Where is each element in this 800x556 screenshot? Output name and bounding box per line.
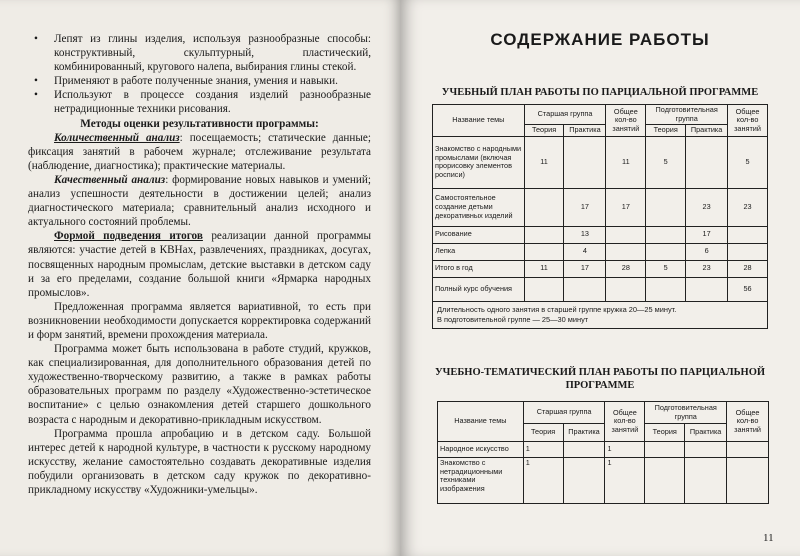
- value-cell: 5: [646, 260, 686, 277]
- quantitative-label: Количественный анализ: [54, 131, 180, 144]
- thematic-table: [437, 401, 769, 504]
- value-cell: [686, 277, 728, 301]
- value-cell: [686, 136, 728, 188]
- results-form-label: Формой подведения итогов: [54, 230, 203, 243]
- list-item: • Применяют в работе полученные знания, умения и навыки.: [28, 74, 371, 88]
- approbation-paragraph: Программа прошла апробацию и в детском саду. Большой интерес детей к народной культуре, в частности к русскому народному искусству, желание самостоятельно создавать декоративные изделия побудили организовать в детском саду кружок по декоративно-прикладному искусству «Художники-умельцы».: [28, 427, 371, 496]
- list-item: • Лепят из глины изделия, используя разнообразные способы: конструктивный, скульптурный, пластический, комбинированный, кругового налепа, выбирания глины стекой.: [28, 32, 371, 74]
- value-cell: [563, 442, 605, 458]
- topic-cell: Лепка: [433, 243, 525, 260]
- value-cell: [727, 458, 769, 504]
- value-cell: [685, 458, 727, 504]
- table-row: [438, 442, 769, 458]
- topic-cell: Полный курс обучения: [433, 277, 525, 301]
- curriculum-table: [432, 104, 768, 329]
- col-header-prep: Подготовительная группа: [645, 402, 727, 424]
- col-header-senior: Старшая группа: [523, 402, 605, 424]
- results-form-paragraph: [28, 229, 371, 299]
- col-header-theory: Теория: [524, 125, 564, 137]
- plan2-caption-line: ПРОГРАММЕ: [565, 380, 635, 391]
- col-header-practice: Практика: [685, 424, 727, 442]
- value-cell: 11: [524, 260, 564, 277]
- plan2-caption: [430, 366, 770, 392]
- col-header-prep: Подготовительная группа: [646, 105, 728, 125]
- value-cell: [728, 226, 768, 243]
- table-row: [433, 243, 768, 260]
- value-cell: [564, 136, 606, 188]
- value-cell: 23: [728, 188, 768, 226]
- page-title: СОДЕРЖАНИЕ РАБОТЫ: [490, 30, 710, 49]
- qualitative-text: : формирование новых навыков и умений; анализ успешности деятельности в достижении целей; анализ диагностического материала; сравнительный анализ исходного и актуального состояний проблемы.: [28, 173, 371, 229]
- value-cell: 1: [605, 442, 645, 458]
- value-cell: [685, 442, 727, 458]
- col-header-topic: Название темы: [433, 105, 525, 137]
- value-cell: 17: [606, 188, 646, 226]
- value-cell: [524, 277, 564, 301]
- value-cell: [606, 243, 646, 260]
- topic-cell: Знакомство с нетрадиционными техниками изображения: [438, 458, 524, 504]
- page-number: 11: [763, 532, 774, 544]
- methods-heading: Методы оценки результативности программы:: [80, 117, 319, 130]
- value-cell: 1: [605, 458, 645, 504]
- value-cell: [524, 243, 564, 260]
- table-row: [433, 226, 768, 243]
- value-cell: [645, 442, 685, 458]
- value-cell: 17: [564, 188, 606, 226]
- col-header-theory: Теория: [646, 125, 686, 137]
- qualitative-label: Качественный анализ: [54, 173, 166, 186]
- col-header-senior: Старшая группа: [524, 105, 606, 125]
- value-cell: [645, 458, 685, 504]
- value-cell: 23: [686, 188, 728, 226]
- col-header-practice: Практика: [563, 424, 605, 442]
- col-header-topic: Название темы: [438, 402, 524, 442]
- table-row: [433, 188, 768, 226]
- usage-paragraph: Программа может быть использована в работе студий, кружков, как специализированная, для дополнительного образования детей по художественно-творческому развитию, а также в рамках работы образовательных программ по разделу «Художественно-эстетическое воспитание» с целью ознакомления детей старшего дошкольного возраста с народным и декоративно-прикладным искусством.: [28, 343, 371, 426]
- value-cell: [646, 243, 686, 260]
- outcomes-list: [28, 32, 371, 117]
- duration-note-line: Длительность одного занятия в старшей группе кружка 20—25 минут.: [437, 304, 677, 314]
- table-row: [433, 136, 768, 188]
- left-page-text: [28, 32, 371, 497]
- value-cell: [728, 243, 768, 260]
- value-cell: 11: [524, 136, 564, 188]
- table-row: [438, 458, 769, 504]
- col-header-total: Общее кол-во занятий: [727, 402, 769, 442]
- value-cell: [606, 226, 646, 243]
- value-cell: 5: [646, 136, 686, 188]
- table-note-row: [433, 301, 768, 328]
- value-cell: 17: [564, 260, 606, 277]
- topic-cell: Итого в год: [433, 260, 525, 277]
- value-cell: 28: [728, 260, 768, 277]
- value-cell: 17: [686, 226, 728, 243]
- table-row: [433, 277, 768, 301]
- value-cell: 11: [606, 136, 646, 188]
- value-cell: [646, 188, 686, 226]
- value-cell: 23: [686, 260, 728, 277]
- value-cell: [563, 458, 605, 504]
- table-row: [433, 260, 768, 277]
- quantitative-text: : посещаемость; статические данные; фиксация занятий в рабочем журнале; отслеживание результата (наблюдение, диагностика); практические материалы.: [28, 131, 371, 172]
- results-form-text: реализации данной программы являются: участие детей в КВНах, развлечениях, праздниках, досугах, посвященных народным промыслам, детские выставки в детском саду и за его пределами, создание большой книги «Ярмарка народных промыслов».: [28, 230, 371, 299]
- plan-caption: УЧЕБНЫЙ ПЛАН РАБОТЫ ПО ПАРЦИАЛЬНОЙ ПРОГРАММЕ: [441, 87, 759, 98]
- value-cell: 28: [606, 260, 646, 277]
- value-cell: [646, 277, 686, 301]
- variability-paragraph: Предложенная программа является вариативной, то есть при возникновении необходимости допускается корректировка содержаний и форм занятий, времени прохождения материала.: [28, 300, 371, 341]
- col-header-total: Общее кол-во занятий: [728, 105, 768, 137]
- value-cell: 4: [564, 243, 606, 260]
- value-cell: [564, 277, 606, 301]
- value-cell: [646, 226, 686, 243]
- value-cell: [524, 188, 564, 226]
- col-header-total: Общее кол-во занятий: [605, 402, 645, 442]
- col-header-practice: Практика: [564, 125, 606, 137]
- value-cell: 1: [523, 458, 563, 504]
- plan2-caption-line: УЧЕБНО-ТЕМАТИЧЕСКИЙ ПЛАН РАБОТЫ ПО ПАРЦИАЛЬНОЙ: [434, 367, 766, 378]
- topic-cell: Самостоятельное создание детьми декоративных изделий: [433, 188, 525, 226]
- list-item: • Используют в процессе создания изделий разнообразные нетрадиционные техники рисования.: [28, 88, 371, 116]
- topic-cell: Знакомство с народными промыслами (включая прорисовку элементов росписи): [433, 136, 525, 188]
- value-cell: [524, 226, 564, 243]
- value-cell: 5: [728, 136, 768, 188]
- topic-cell: Рисование: [433, 226, 525, 243]
- value-cell: 56: [728, 277, 768, 301]
- value-cell: 1: [523, 442, 563, 458]
- value-cell: [606, 277, 646, 301]
- topic-cell: Народное искусство: [438, 442, 524, 458]
- col-header-theory: Теория: [645, 424, 685, 442]
- duration-note: [433, 301, 768, 328]
- col-header-total: Общее кол-во занятий: [606, 105, 646, 137]
- value-cell: [727, 442, 769, 458]
- value-cell: 13: [564, 226, 606, 243]
- quantitative-paragraph: [28, 131, 371, 173]
- qualitative-paragraph: [28, 173, 371, 229]
- col-header-theory: Теория: [523, 424, 563, 442]
- col-header-practice: Практика: [686, 125, 728, 137]
- value-cell: 6: [686, 243, 728, 260]
- duration-note-line: В подготовительной группе — 25—30 минут: [437, 314, 589, 324]
